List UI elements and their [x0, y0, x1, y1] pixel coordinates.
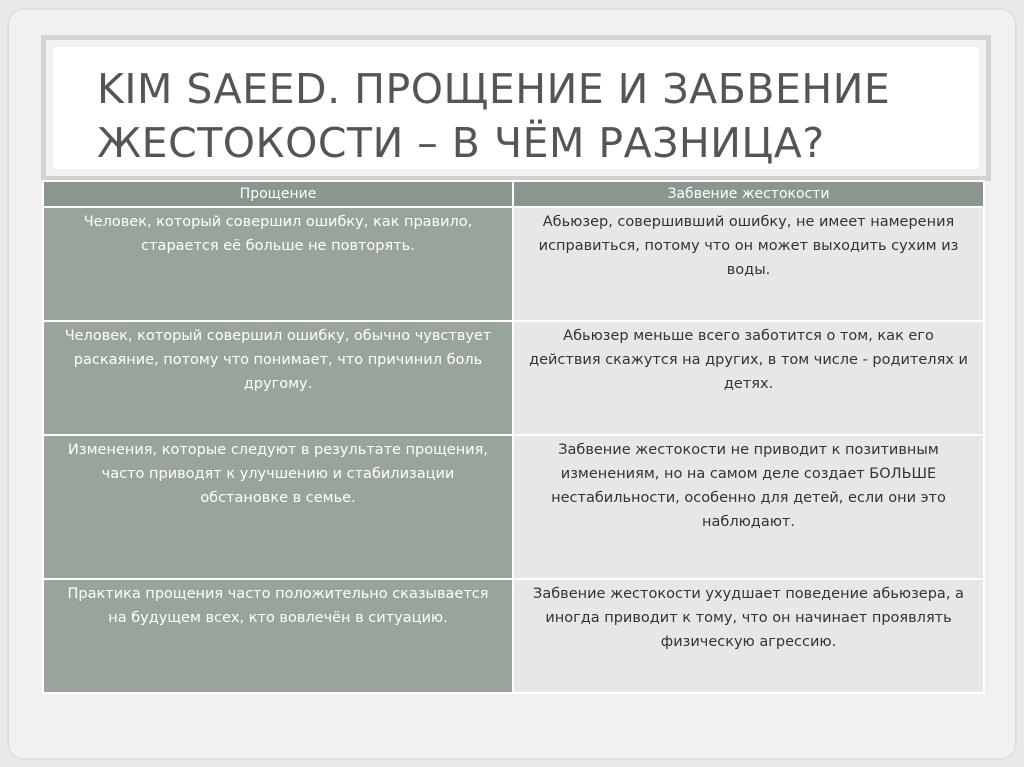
slide-title: KIM SAEED. ПРОЩЕНИЕ И ЗАБВЕНИЕ ЖЕСТОКОСТИ – В ЧЁМ РАЗНИЦА? — [97, 65, 891, 167]
title-frame — [41, 35, 991, 181]
table-row — [43, 579, 984, 693]
forgiveness-cell: Изменения, которые следуют в результате прощения, часто приводят к улучшению и стабилизации обстановке в семье. — [43, 435, 513, 579]
table-header-row — [43, 181, 984, 207]
enabling-abuse-cell: Забвение жестокости не приводит к позитивным изменениям, но на самом деле создает БОЛЬШЕ нестабильности, особенно для детей, если они это наблюдают. — [513, 435, 984, 579]
comparison-table-wrapper — [42, 180, 983, 694]
enabling-abuse-cell: Абьюзер меньше всего заботится о том, как его действия скажутся на других, в том числе - родителях и детях. — [513, 321, 984, 435]
header-forgiveness: Прощение — [43, 181, 513, 207]
slide — [9, 10, 1015, 758]
table-row — [43, 207, 984, 321]
table-row — [43, 321, 984, 435]
table-row — [43, 435, 984, 579]
forgiveness-cell: Практика прощения часто положительно сказывается на будущем всех, кто вовлечён в ситуацию. — [43, 579, 513, 693]
comparison-table — [42, 180, 985, 694]
enabling-abuse-cell: Забвение жестокости ухудшает поведение абьюзера, а иногда приводит к тому, что он начинает проявлять физическую агрессию. — [513, 579, 984, 693]
forgiveness-cell: Человек, который совершил ошибку, обычно чувствует раскаяние, потому что понимает, что причинил боль другому. — [43, 321, 513, 435]
forgiveness-cell: Человек, который совершил ошибку, как правило, старается её больше не повторять. — [43, 207, 513, 321]
title-background — [53, 47, 979, 169]
header-enabling-abuse: Забвение жестокости — [513, 181, 984, 207]
enabling-abuse-cell: Абьюзер, совершивший ошибку, не имеет намерения исправиться, потому что он может выходить сухим из воды. — [513, 207, 984, 321]
